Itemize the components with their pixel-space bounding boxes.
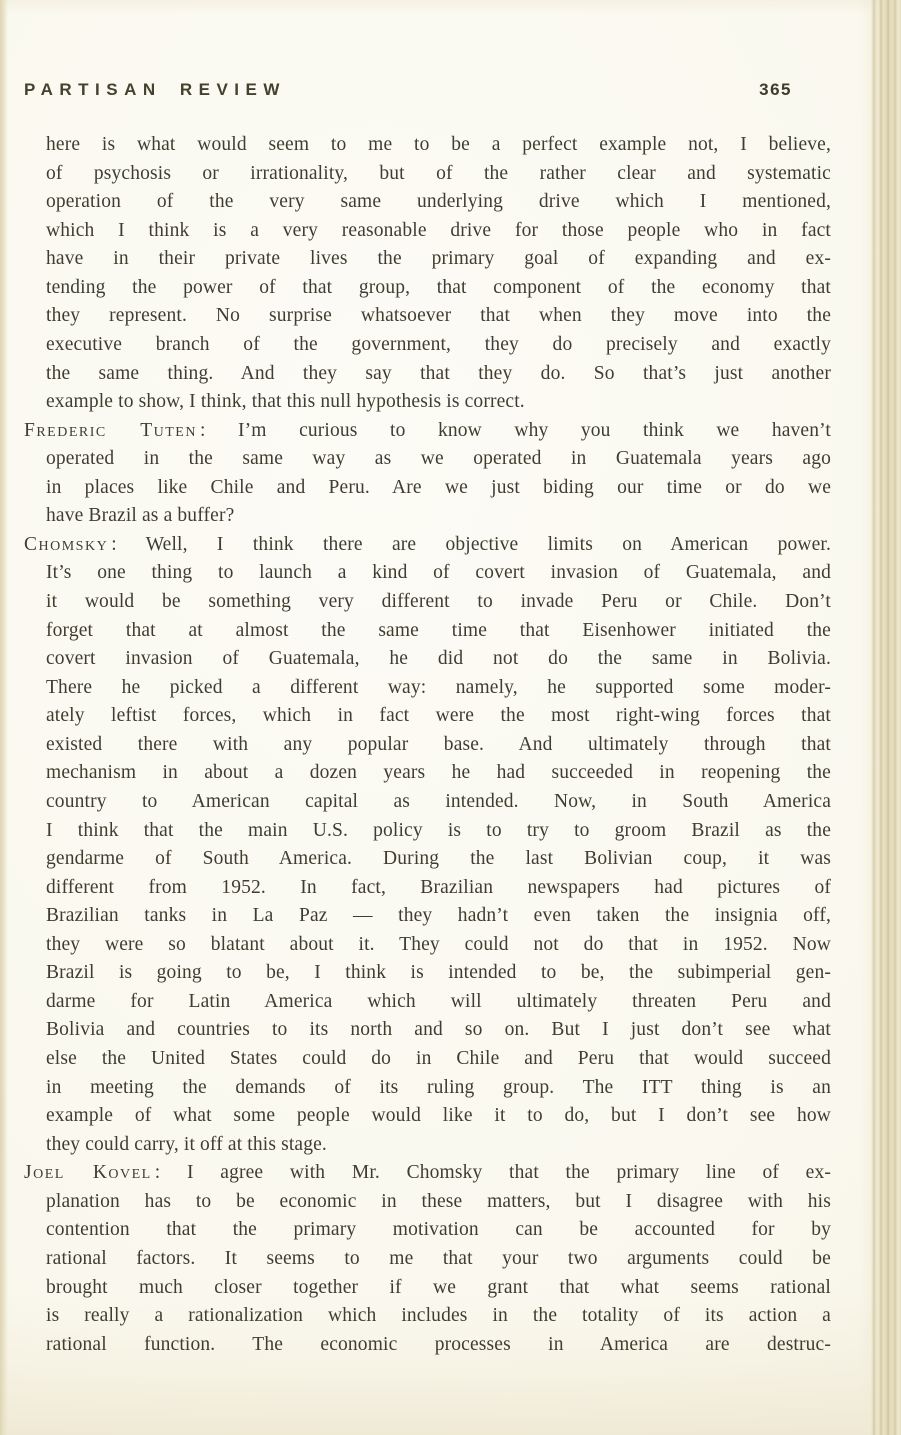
dialogue-line-speaker: Joel Kovel : I agree with Mr. Chomsky that the primary line of ex-: [24, 1162, 831, 1184]
text-line: It’s one thing to launch a kind of covert invasion of Guatemala, and: [46, 562, 831, 584]
text-line: rational function. The economic processes in America are destruc-: [46, 1333, 831, 1355]
text-line: forget that at almost the same time that Eisenhower initiated the: [46, 619, 831, 641]
text-line: darme for Latin America which will ultimately threaten Peru and: [46, 990, 831, 1012]
running-head: [24, 80, 831, 100]
text-line: Bolivia and countries to its north and so on. But I just don’t see what: [46, 1019, 831, 1041]
dialogue-line-speaker: Frederic Tuten : I’m curious to know why you think we haven’t: [24, 419, 831, 441]
text-line: ately leftist forces, which in fact were the most right-wing forces that: [46, 705, 831, 727]
text-line: of psychosis or irrationality, but of the rather clear and systematic: [46, 162, 831, 184]
text-line: different from 1952. In fact, Brazilian newspapers had pictures of: [46, 876, 831, 898]
text-line: have Brazil as a buffer?: [46, 505, 235, 527]
speaker-name: Joel Kovel: [24, 1162, 152, 1184]
text-line: There he picked a different way: namely, he supported some moder-: [46, 676, 831, 698]
page-number: 365: [759, 80, 792, 99]
text-line: brought much closer together if we grant that what seems rational: [46, 1276, 831, 1298]
text-line: in places like Chile and Peru. Are we just biding our time or do we: [46, 476, 831, 498]
text-line: operated in the same way as we operated in Guatemala years ago: [46, 448, 831, 470]
speaker-colon: :: [111, 533, 117, 555]
text-line: rational factors. It seems to me that your two arguments could be: [46, 1247, 831, 1269]
text-line: planation has to be economic in these matters, but I disagree with his: [46, 1190, 831, 1212]
body-text-column: [24, 131, 831, 1359]
book-page-edges: [871, 0, 901, 1435]
text-line: the same thing. And they say that they do. So that’s just another: [46, 362, 831, 384]
text-line: gendarme of South America. During the last Bolivian coup, it was: [46, 848, 831, 870]
page-left-edge: [0, 0, 8, 1435]
text-line: operation of the very same underlying drive which I mentioned,: [46, 191, 831, 213]
text-line: existed there with any popular base. And ultimately through that: [46, 733, 831, 755]
text-line: mechanism in about a dozen years he had succeeded in reopening the: [46, 762, 831, 784]
speaker-name: Frederic Tuten: [24, 419, 197, 441]
text-line: executive branch of the government, they do precisely and exactly: [46, 333, 831, 355]
text-line: it would be something very different to invade Peru or Chile. Don’t: [46, 591, 831, 612]
speaker-colon: :: [199, 419, 206, 441]
text-line: in meeting the demands of its ruling group. The ITT thing is an: [46, 1076, 831, 1098]
text-line: contention that the primary motivation can be accounted for by: [46, 1219, 831, 1241]
text-line: they represent. No surprise whatsoever that when they move into the: [46, 305, 831, 327]
text-line: they were so blatant about it. They could not do that in 1952. Now: [46, 933, 831, 955]
text-line: covert invasion of Guatemala, he did not do the same in Bolivia.: [46, 648, 831, 670]
text-line: country to American capital as intended. Now, in South America: [46, 790, 831, 812]
text-line: else the United States could do in Chile and Peru that would succeed: [46, 1048, 831, 1069]
text-line: I think that the main U.S. policy is to try to groom Brazil as the: [46, 819, 831, 841]
text-line: which I think is a very reasonable drive for those people who in fact: [46, 219, 831, 241]
journal-title: PARTISAN REVIEW: [24, 80, 286, 99]
text-line: here is what would seem to me to be a perfect example not, I believe,: [46, 134, 831, 155]
text-line: example of what some people would like it to do, but I don’t see how: [46, 1105, 831, 1127]
text-line: example to show, I think, that this null hypothesis is correct.: [46, 391, 525, 413]
text-line: Brazilian tanks in La Paz — they hadn’t even taken the insignia off,: [46, 905, 831, 927]
speaker-colon: :: [154, 1162, 161, 1184]
speaker-name: Chomsky: [24, 533, 109, 555]
text-line: have in their private lives the primary goal of expanding and ex-: [46, 248, 831, 270]
text-line: Brazil is going to be, I think is intended to be, the subimperial gen-: [46, 962, 831, 984]
text-line: is really a rationalization which includes in the totality of its action a: [46, 1305, 831, 1327]
dialogue-line-speaker: Chomsky : Well, I think there are objective limits on American power.: [24, 533, 831, 555]
text-line: they could carry, it off at this stage.: [46, 1133, 327, 1155]
text-line: tending the power of that group, that component of the economy that: [46, 276, 831, 298]
